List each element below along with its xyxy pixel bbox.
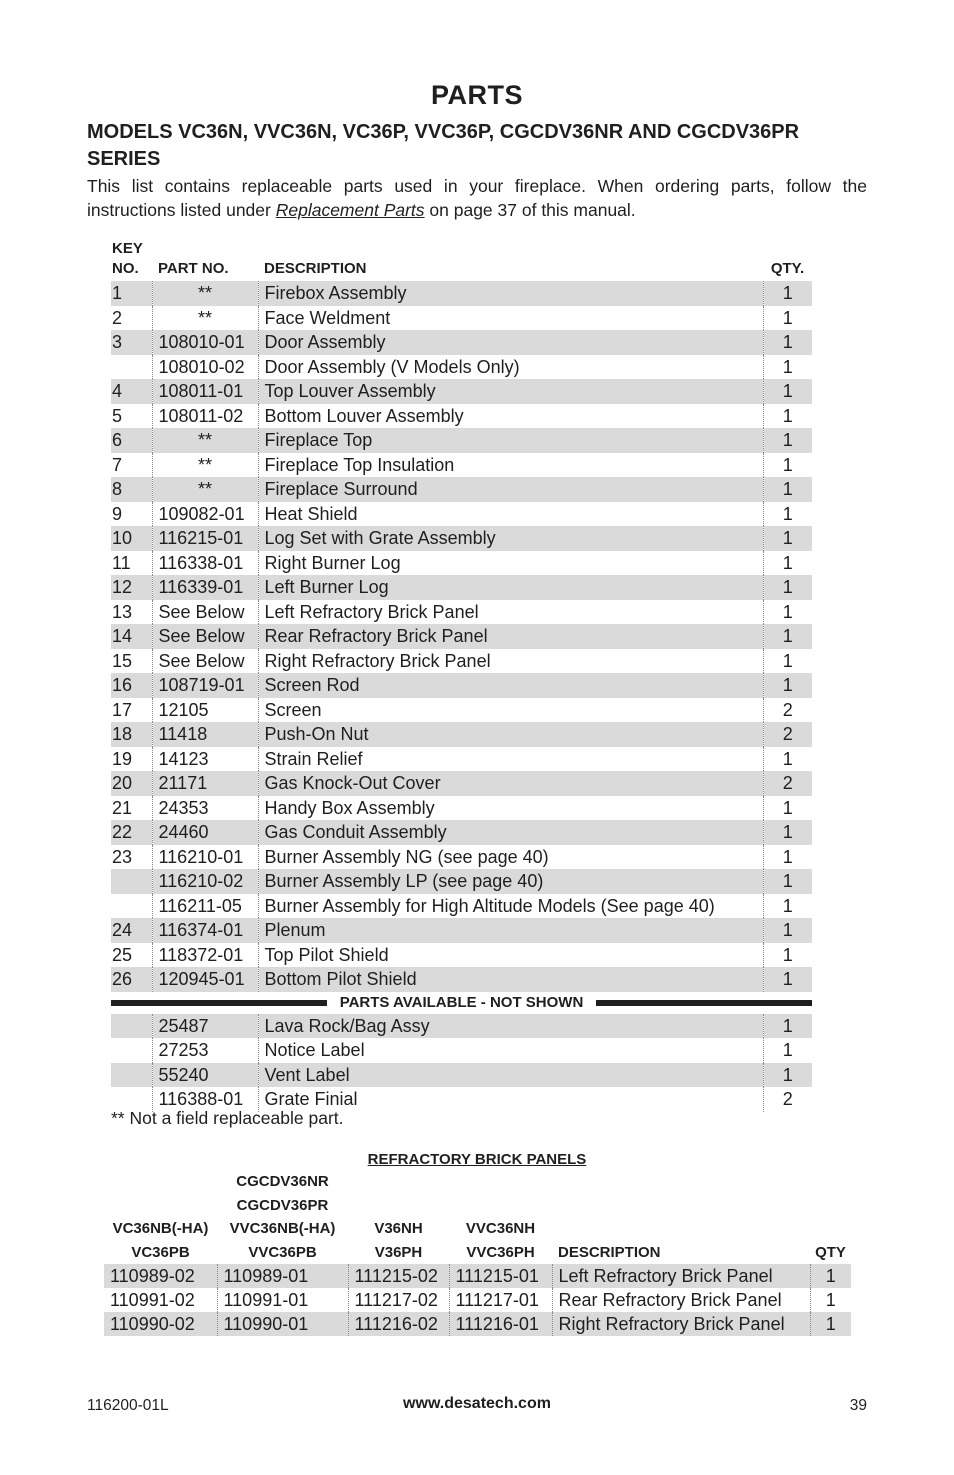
qty-cell: 1 <box>763 404 812 429</box>
divider-line-right <box>596 1000 812 1006</box>
v36-part-cell: 111217-02 <box>348 1288 449 1312</box>
qty-cell: 1 <box>763 649 812 674</box>
table-row <box>111 967 812 992</box>
description-cell: Left Refractory Brick Panel <box>258 600 763 625</box>
part-no-cell: ** <box>152 281 258 306</box>
description-cell: Plenum <box>258 918 763 943</box>
qty-cell: 1 <box>763 575 812 600</box>
vvc36h-part-cell: 111216-01 <box>449 1312 552 1336</box>
intro-paragraph <box>87 175 867 222</box>
table-row <box>111 747 812 772</box>
table-row <box>111 575 812 600</box>
brick-description-cell: Left Refractory Brick Panel <box>552 1264 810 1288</box>
table-row <box>111 355 812 380</box>
part-no-cell: 116210-02 <box>152 869 258 894</box>
part-no-cell: 12105 <box>152 698 258 723</box>
description-cell: Burner Assembly NG (see page 40) <box>258 845 763 870</box>
brick-table-row <box>104 1264 851 1288</box>
description-cell: Push-On Nut <box>258 722 763 747</box>
brick-description-cell: Rear Refractory Brick Panel <box>552 1288 810 1312</box>
qty-cell: 1 <box>763 600 812 625</box>
description-cell: Rear Refractory Brick Panel <box>258 624 763 649</box>
brick-panels-title <box>0 1151 954 1168</box>
table-row <box>111 502 812 527</box>
brick-header-empty <box>552 1217 810 1241</box>
key-no-cell: 21 <box>112 797 133 818</box>
table-row <box>111 551 812 576</box>
description-cell: Top Pilot Shield <box>258 943 763 968</box>
qty-cell: 1 <box>763 624 812 649</box>
brick-header-vvc36nb: VVC36NB(-HA) <box>229 1220 336 1237</box>
table-row <box>111 379 812 404</box>
brick-header-vc36nb: VC36NB(-HA) <box>112 1220 209 1237</box>
website-link[interactable]: www.desatech.com <box>403 1395 551 1412</box>
description-cell: Bottom Louver Assembly <box>258 404 763 429</box>
part-no-cell: ** <box>152 453 258 478</box>
key-no-cell: 6 <box>111 428 152 453</box>
brick-header-empty <box>104 1194 217 1218</box>
divider-line-left <box>111 1000 327 1006</box>
table-row <box>111 624 812 649</box>
description-cell: Grate Finial <box>258 1087 763 1112</box>
qty-cell: 1 <box>763 306 812 331</box>
qty-cell: 1 <box>763 845 812 870</box>
part-no-cell: 21171 <box>152 771 258 796</box>
brick-header-description: DESCRIPTION <box>558 1243 661 1261</box>
brick-header-empty <box>552 1194 810 1218</box>
brick-qty-cell: 1 <box>810 1288 851 1312</box>
part-no-cell: 109082-01 <box>152 502 258 527</box>
brick-header-empty <box>348 1170 449 1194</box>
qty-cell: 1 <box>763 526 812 551</box>
key-no-cell: 25 <box>112 944 133 965</box>
table-row <box>111 330 812 355</box>
table-row <box>111 453 812 478</box>
brick-header-vc36pb: VC36PB <box>131 1243 190 1261</box>
table-row <box>111 281 812 306</box>
qty-cell: 1 <box>763 281 812 306</box>
description-cell: Top Louver Assembly <box>258 379 763 404</box>
table-row <box>111 1014 812 1039</box>
description-cell: Screen <box>258 698 763 723</box>
part-no-cell: 27253 <box>152 1038 258 1063</box>
part-no-cell: 116211-05 <box>152 894 258 919</box>
key-no-cell <box>111 1038 152 1063</box>
header-description: DESCRIPTION <box>264 260 367 277</box>
table-row <box>111 526 812 551</box>
qty-cell: 1 <box>763 551 812 576</box>
vc36-part-cell: 110990-02 <box>104 1312 217 1336</box>
description-cell: Heat Shield <box>258 502 763 527</box>
part-no-cell: 108719-01 <box>152 673 258 698</box>
table-row <box>111 894 812 919</box>
brick-header-empty <box>810 1194 851 1218</box>
description-cell: Right Refractory Brick Panel <box>258 649 763 674</box>
header-part-no: PART NO. <box>158 260 229 277</box>
description-cell: Face Weldment <box>258 306 763 331</box>
vvc36h-part-cell: 111217-01 <box>449 1288 552 1312</box>
intro-text-after: on page 37 of this manual. <box>424 199 636 220</box>
brick-header-row-2 <box>104 1194 851 1218</box>
brick-qty-cell: 1 <box>810 1264 851 1288</box>
table-row <box>111 306 812 331</box>
key-no-cell: 1 <box>111 281 152 306</box>
key-no-cell: 13 <box>112 601 133 622</box>
table-row <box>111 600 812 625</box>
table-row <box>111 918 812 943</box>
part-no-cell: 55240 <box>152 1063 258 1088</box>
table-row <box>111 1038 812 1063</box>
brick-panels-body <box>104 1264 851 1336</box>
brick-header-empty <box>348 1194 449 1218</box>
key-no-cell <box>111 1014 152 1039</box>
table-row <box>111 796 812 821</box>
brick-header-empty <box>449 1170 552 1194</box>
brick-header-empty <box>552 1170 810 1194</box>
description-cell: Gas Knock-Out Cover <box>258 771 763 796</box>
qty-cell: 1 <box>763 428 812 453</box>
description-cell: Right Burner Log <box>258 551 763 576</box>
key-no-cell: 22 <box>111 820 152 845</box>
parts-table-header <box>111 239 812 281</box>
description-cell: Burner Assembly LP (see page 40) <box>258 869 763 894</box>
description-cell: Screen Rod <box>258 673 763 698</box>
part-no-cell: 116215-01 <box>152 526 258 551</box>
vvc36-part-cell: 110991-01 <box>217 1288 348 1312</box>
table-row <box>111 477 812 502</box>
part-no-cell: ** <box>152 306 258 331</box>
vc36-part-cell: 110989-02 <box>104 1264 217 1288</box>
table-row <box>111 428 812 453</box>
qty-cell: 1 <box>763 502 812 527</box>
qty-cell: 1 <box>763 1014 812 1039</box>
not-shown-divider <box>111 992 812 1014</box>
qty-cell: 1 <box>763 869 812 894</box>
not-shown-label: PARTS AVAILABLE - NOT SHOWN <box>339 993 584 1011</box>
brick-header-empty <box>810 1217 851 1241</box>
part-no-cell: 116210-01 <box>152 845 258 870</box>
brick-panels-title-text: REFRACTORY BRICK PANELS <box>367 1151 587 1168</box>
table-row <box>111 1063 812 1088</box>
key-no-cell: 16 <box>111 673 152 698</box>
part-no-cell: 120945-01 <box>152 967 258 992</box>
vvc36-part-cell: 110990-01 <box>217 1312 348 1336</box>
brick-header-qty: QTY <box>815 1243 846 1261</box>
table-row <box>111 722 812 747</box>
key-no-cell: 11 <box>112 552 131 573</box>
brick-header-cgcdv36pr: CGCDV36PR <box>236 1196 329 1214</box>
description-cell: Bottom Pilot Shield <box>258 967 763 992</box>
qty-cell: 1 <box>763 894 812 919</box>
key-no-cell <box>111 355 152 380</box>
brick-panels-table <box>104 1170 851 1336</box>
table-row <box>111 404 812 429</box>
part-no-cell: ** <box>152 428 258 453</box>
brick-header-vvc36pb: VVC36PB <box>248 1243 317 1261</box>
key-no-cell: 7 <box>112 454 123 475</box>
key-no-cell: 18 <box>111 722 152 747</box>
qty-cell: 1 <box>763 379 812 404</box>
brick-description-cell: Right Refractory Brick Panel <box>552 1312 810 1336</box>
v36-part-cell: 111215-02 <box>348 1264 449 1288</box>
description-cell: Firebox Assembly <box>258 281 763 306</box>
brick-header-empty <box>810 1170 851 1194</box>
part-no-cell: 108011-02 <box>152 404 258 429</box>
description-cell: Vent Label <box>258 1063 763 1088</box>
table-row <box>111 943 812 968</box>
brick-header-row-1 <box>104 1170 851 1194</box>
parts-table-body <box>111 281 812 1112</box>
brick-header-row-3 <box>104 1217 851 1241</box>
part-no-cell: 24353 <box>152 796 258 821</box>
part-no-cell: 118372-01 <box>152 943 258 968</box>
section-title: MODELS VC36N, VVC36N, VC36P, VVC36P, CGCDV36NR AND CGCDV36PR SERIES <box>87 121 800 170</box>
brick-header-v36ph: V36PH <box>374 1243 423 1261</box>
description-cell: Log Set with Grate Assembly <box>258 526 763 551</box>
description-cell: Fireplace Top <box>258 428 763 453</box>
qty-cell: 1 <box>763 355 812 380</box>
qty-cell: 1 <box>763 1038 812 1063</box>
part-no-cell: 108011-01 <box>152 379 258 404</box>
v36-part-cell: 111216-02 <box>348 1312 449 1336</box>
qty-cell: 2 <box>763 722 812 747</box>
description-cell: Lava Rock/Bag Assy <box>258 1014 763 1039</box>
key-no-cell: 19 <box>112 748 133 769</box>
footnote: ** Not a field replaceable part. <box>111 1108 344 1128</box>
brick-header-empty <box>104 1170 217 1194</box>
part-no-cell: See Below <box>152 624 258 649</box>
key-no-cell: 9 <box>112 503 123 524</box>
key-no-cell: 24 <box>111 918 152 943</box>
qty-cell: 1 <box>763 673 812 698</box>
key-no-cell: 15 <box>112 650 133 671</box>
qty-cell: 1 <box>763 796 812 821</box>
qty-cell: 1 <box>763 918 812 943</box>
page-number: 39 <box>849 1397 867 1414</box>
vc36-part-cell: 110991-02 <box>110 1290 195 1310</box>
description-cell: Burner Assembly for High Altitude Models (See page 40) <box>258 894 763 919</box>
table-row <box>111 869 812 894</box>
brick-table-row <box>104 1288 851 1312</box>
part-no-cell: See Below <box>152 649 258 674</box>
table-row <box>111 845 812 870</box>
qty-cell: 1 <box>763 943 812 968</box>
table-row <box>111 649 812 674</box>
part-no-cell: 108010-01 <box>152 330 258 355</box>
header-key-line1: KEY <box>112 240 143 257</box>
replacement-parts-reference: Replacement Parts <box>275 199 425 220</box>
part-no-cell: 116374-01 <box>152 918 258 943</box>
key-no-cell: 10 <box>111 526 152 551</box>
key-no-cell: 2 <box>112 307 123 328</box>
key-no-cell: 14 <box>111 624 152 649</box>
part-no-cell: ** <box>152 477 258 502</box>
brick-header-cgcdv36nr: CGCDV36NR <box>236 1173 329 1190</box>
parts-table <box>111 239 812 1112</box>
brick-header-empty <box>449 1194 552 1218</box>
intro-text-before: This list contains replaceable parts used in your fireplace. When ordering parts, follow the instructions listed under <box>87 176 867 220</box>
table-row <box>111 698 812 723</box>
part-no-cell: 116339-01 <box>152 575 258 600</box>
key-no-cell: 4 <box>111 379 152 404</box>
qty-cell: 2 <box>763 1087 812 1112</box>
page-title: PARTS <box>430 80 523 110</box>
qty-cell: 1 <box>763 1063 812 1088</box>
qty-cell: 2 <box>763 771 812 796</box>
key-no-cell <box>111 1063 152 1088</box>
key-no-cell: 20 <box>111 771 152 796</box>
table-row <box>111 673 812 698</box>
vvc36h-part-cell: 111215-01 <box>449 1264 552 1288</box>
key-no-cell: 12 <box>111 575 152 600</box>
description-cell: Left Burner Log <box>258 575 763 600</box>
part-no-cell: 108010-02 <box>152 355 258 380</box>
qty-cell: 1 <box>763 330 812 355</box>
qty-cell: 1 <box>763 477 812 502</box>
brick-header-row-4 <box>104 1241 851 1265</box>
part-no-cell: 25487 <box>152 1014 258 1039</box>
description-cell: Gas Conduit Assembly <box>258 820 763 845</box>
qty-cell: 1 <box>763 453 812 478</box>
part-no-cell: 11418 <box>152 722 258 747</box>
key-no-cell: 26 <box>111 967 152 992</box>
brick-qty-cell: 1 <box>810 1312 851 1336</box>
description-cell: Strain Relief <box>258 747 763 772</box>
header-key-no <box>111 239 152 281</box>
key-no-cell: 8 <box>111 477 152 502</box>
qty-cell: 1 <box>763 820 812 845</box>
table-row <box>111 820 812 845</box>
key-no-cell <box>111 869 152 894</box>
description-cell: Door Assembly (V Models Only) <box>258 355 763 380</box>
part-no-cell: 116338-01 <box>152 551 258 576</box>
key-no-cell: 5 <box>112 405 123 426</box>
part-no-cell: 14123 <box>152 747 258 772</box>
description-cell: Notice Label <box>258 1038 763 1063</box>
key-no-cell <box>111 894 152 919</box>
key-no-cell: 17 <box>112 699 133 720</box>
brick-table-row <box>104 1312 851 1336</box>
header-qty: QTY. <box>770 260 805 277</box>
vvc36-part-cell: 110989-01 <box>217 1264 348 1288</box>
key-no-cell: 23 <box>112 846 133 867</box>
description-cell: Door Assembly <box>258 330 763 355</box>
brick-header-v36nh: V36NH <box>374 1220 423 1237</box>
table-row <box>111 771 812 796</box>
brick-header-vvc36nh: VVC36NH <box>465 1220 536 1237</box>
part-no-cell: 24460 <box>152 820 258 845</box>
part-no-cell: See Below <box>152 600 258 625</box>
qty-cell: 1 <box>763 967 812 992</box>
description-cell: Handy Box Assembly <box>258 796 763 821</box>
description-cell: Fireplace Surround <box>258 477 763 502</box>
qty-cell: 1 <box>763 747 812 772</box>
part-no-cell: 116388-01 <box>152 1087 258 1112</box>
document-number: 116200-01L <box>87 1397 169 1414</box>
key-no-cell: 3 <box>111 330 152 355</box>
header-key-line2: NO. <box>112 260 139 277</box>
brick-header-vvc36ph: VVC36PH <box>466 1243 535 1261</box>
description-cell: Fireplace Top Insulation <box>258 453 763 478</box>
qty-cell: 2 <box>763 698 812 723</box>
